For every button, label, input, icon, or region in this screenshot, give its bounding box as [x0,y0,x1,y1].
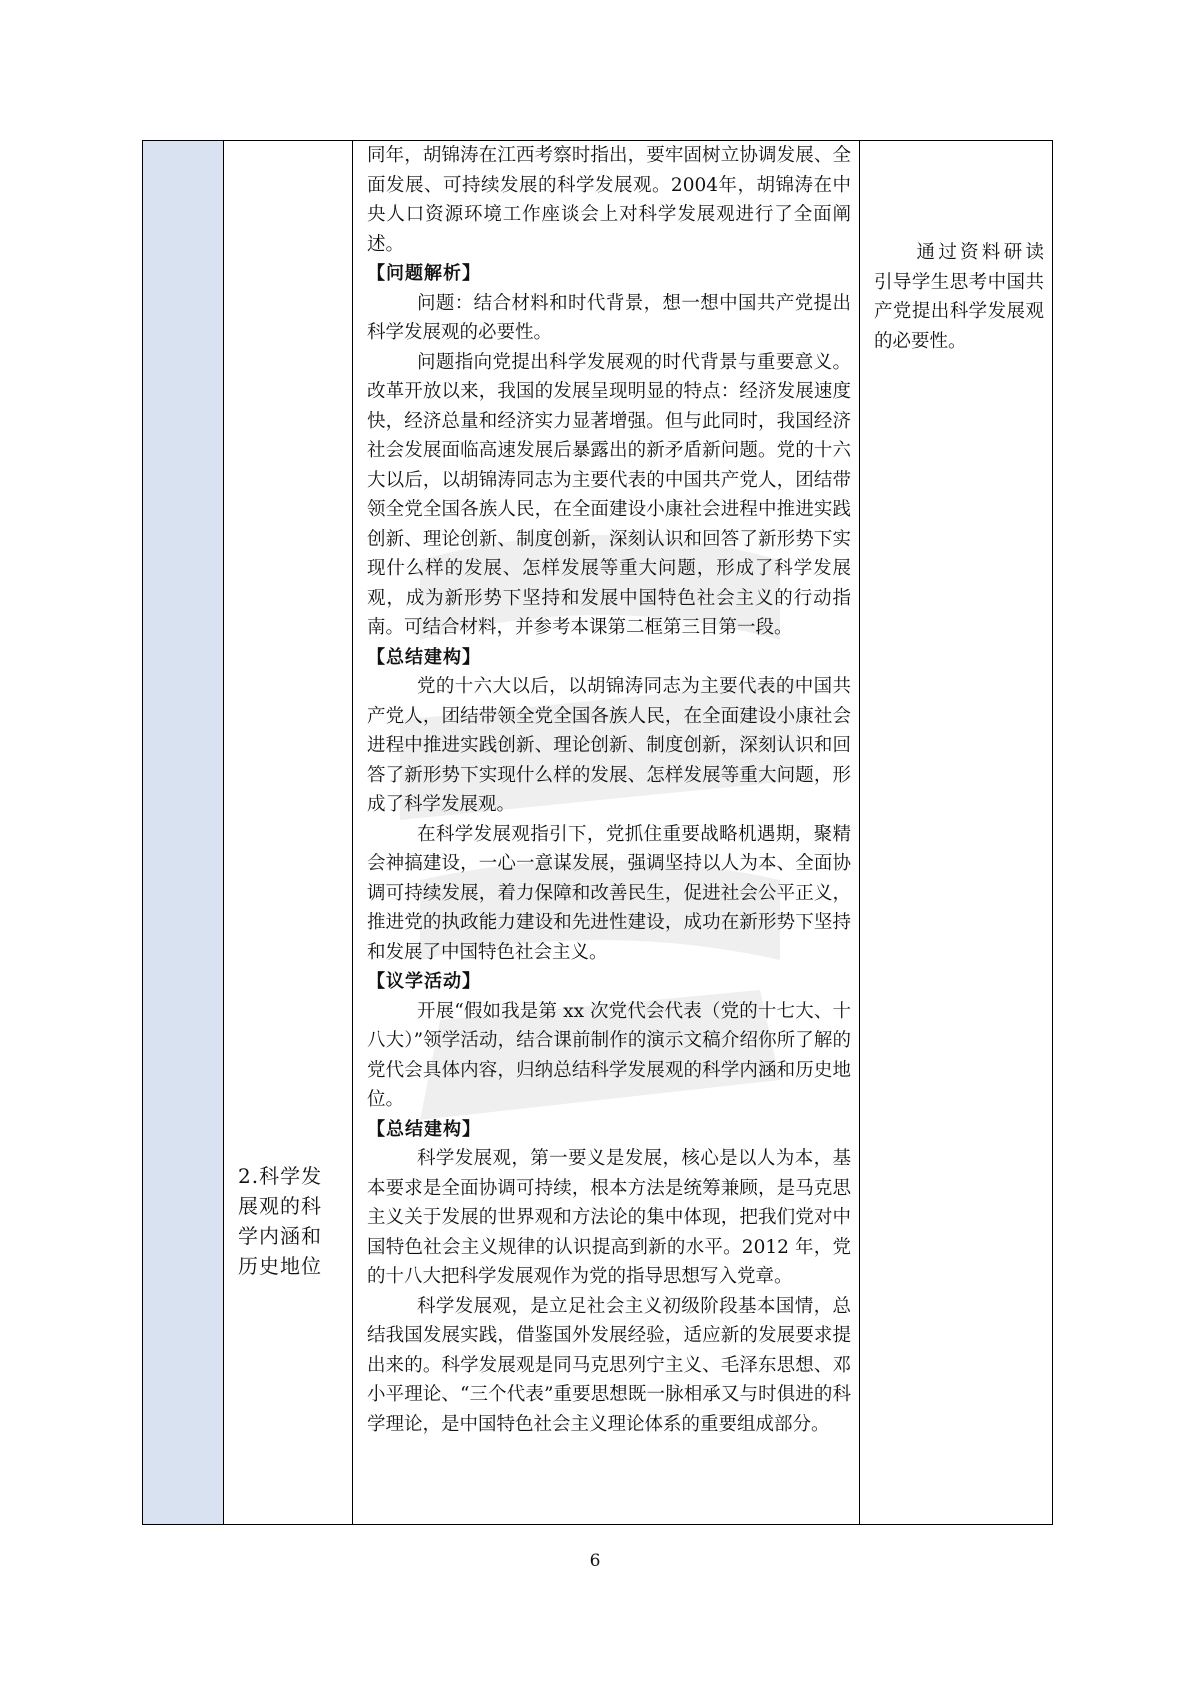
content-paragraph: 开展“假如我是第 xx 次党代会代表（党的十七大、十八大）”领学活动，结合课前制作的演示文稿介绍你所了解的党代会具体内容，归纳总结科学发展观的科学内涵和历史地位。 [367,1000,851,1110]
section-heading: 【总结建构】 [367,646,481,668]
content-paragraph: 科学发展观，第一要义是发展，核心是以人为本，基本要求是全面协调可持续，根本方法是统筹兼顾，是马克思主义关于发展的世界观和方法论的集中体现，把我们党对中国特色社会主义规律的认识提高到新的水平。2012 年，党的十八大把科学发展观作为党的指导思想写入党章。 [367,1148,851,1287]
table-row [143,141,1053,1525]
page-number: 6 [589,1551,601,1571]
lesson-plan-table [142,140,1053,1525]
section-column [143,141,224,1525]
content-paragraph: 在科学发展观指引下，党抓住重要战略机遇期，聚精会神搞建设，一心一意谋发展，强调坚持以人为本、全面协调可持续发展，着力保障和改善民生，促进社会公平正义，推进党的执政能力建设和先进性建设，成功在新形势下坚持和发展了中国特色社会主义。 [367,823,851,963]
teaching-content [367,141,851,1439]
section-heading: 【问题解析】 [367,263,481,284]
topic-label: 2.科学发展观的科学内涵和历史地位 [238,1164,323,1278]
design-intent: 通过资料研读引导学生思考中国共产党提出科学发展观的必要性。 [874,242,1044,352]
content-paragraph: 同年，胡锦涛在江西考察时指出，要牢固树立协调发展、全面发展、可持续发展的科学发展观。2004年，胡锦涛在中央人口资源环境工作座谈会上对科学发展观进行了全面阐述。 [367,145,851,255]
content-paragraph: 问题指向党提出科学发展观的时代背景与重要意义。改革开放以来，我国的发展呈现明显的特点：经济发展速度快，经济总量和经济实力显著增强。但与此同时，我国经济社会发展面临高速发展后暴露出的新矛盾新问题。党的十六大以后，以胡锦涛同志为主要代表的中国共产党人，团结带领全党全国各族人民，在全面建设小康社会进程中推进实践创新、理论创新、制度创新，深刻认识和回答了新形势下实现什么样的发展、怎样发展等重大问题，形成了科学发展观，成为新形势下坚持和发展中国特色社会主义的行动指南。可结合材料，并参考本课第二框第三目第一段。 [367,351,851,638]
section-heading: 【总结建构】 [367,1118,481,1140]
teaching-content-column [353,141,860,1525]
content-paragraph: 科学发展观，是立足社会主义初级阶段基本国情，总结我国发展实践，借鉴国外发展经验，适应新的发展要求提出来的。科学发展观是同马克思列宁主义、毛泽东思想、邓小平理论、“三个代表”重要思想既一脉相承又与时俱进的科学理论，是中国特色社会主义理论体系的重要组成部分。 [367,1295,851,1435]
content-paragraph: 党的十六大以后，以胡锦涛同志为主要代表的中国共产党人，团结带领全党全国各族人民，在全面建设小康社会进程中推进实践创新、理论创新、制度创新，深刻认识和回答了新形势下实现什么样的发展、怎样发展等重大问题，形成了科学发展观。 [367,676,851,815]
design-intent-column [860,141,1053,1525]
topic-column [224,141,353,1525]
content-paragraph: 问题：结合材料和时代背景，想一想中国共产党提出科学发展观的必要性。 [367,292,851,343]
section-heading: 【议学活动】 [367,971,481,992]
